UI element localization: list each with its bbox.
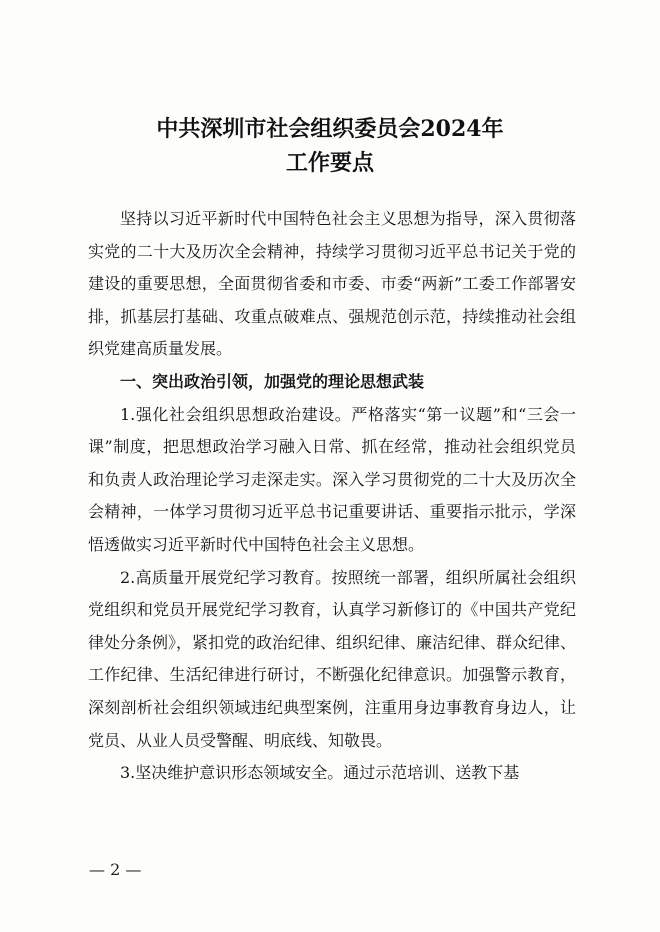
section-heading-1: 一、突出政治引领，加强党的理论思想武装 [120,371,425,391]
document-body [88,203,576,790]
item-1-paragraph [88,399,576,562]
item-2-lead: 2.高质量开展党纪学习教育。 [120,567,332,587]
document-title-line2: 工作要点 [285,150,374,176]
item-3-paragraph [88,757,576,790]
document-title-line1: 中共深圳市社会组织委员会2024年 [156,116,504,142]
item-3-text: 通过示范培训、送教下基 [343,763,520,783]
page-number: — 2 — [89,860,142,879]
intro-paragraph: 坚持以习近平新时代中国特色社会主义思想为指导，深入贯彻落实党的二十大及历次全会精神，持续学习贯彻习近平总书记关于党的建设的重要思想，全面贯彻省委和市委、市委“两新”工委工作部署安排，抓基层打基础、攻重点破难点、强规范创示范，持续推动社会组织党建高质量发展。 [88,209,576,359]
item-2-text: 按照统一部署，组织所属社会组织党组织和党员开展党纪学习教育，认真学习新修订的《中国共产党纪律处分条例》，紧扣党的政治纪律、组织纪律、廉洁纪律、群众纪律、工作纪律、生活纪律进行研讨，不断强化纪律意识。加强警示教育，深刻剖析社会组织领域违纪典型案例，注重用身边事教育身边人，让党员、从业人员受警醒、明底线、知敬畏。 [88,567,577,750]
item-2-paragraph [88,562,576,758]
item-3-lead: 3.坚决维护意识形态领域安全。 [120,763,344,783]
item-1-lead: 1.强化社会组织思想政治建设。 [120,404,352,424]
item-1-text: 严格落实“第一议题”和“三会一课”制度，把思想政治学习融入日常、抓在经常，推动社会组织党员和负责人政治理论学习走深走实。深入学习贯彻党的二十大及历次全会精神，一体学习贯彻习近平总书记重要讲话、重要指示批示，学深悟透做实习近平新时代中国特色社会主义思想。 [88,404,576,554]
